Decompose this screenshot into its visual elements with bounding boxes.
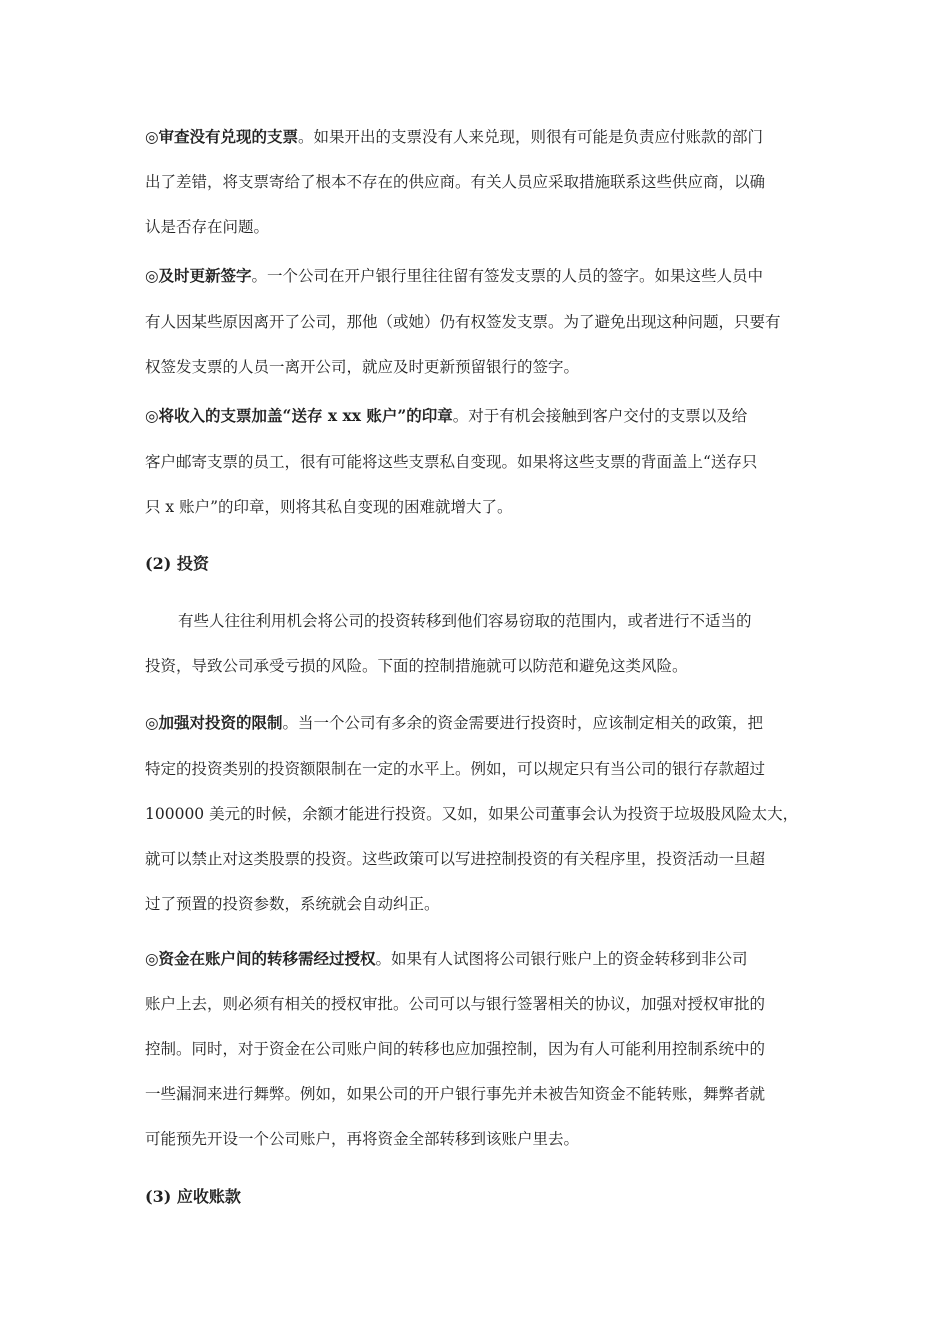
text-line <box>145 803 817 825</box>
text-line <box>145 451 817 473</box>
line-text: 投资，导致公司承受亏损的风险。下面的控制措施就可以防范和避免这类风险。 <box>145 657 688 675</box>
line-text: 控制。同时，对于资金在公司账户间的转移也应加强控制，因为有人可能利用控制系统中的 <box>145 1040 766 1058</box>
text-line <box>145 712 817 734</box>
line-text: 特定的投资类别的投资额限制在一定的水平上。例如，可以规定只有当公司的银行存款超过 <box>145 760 766 778</box>
text-line <box>145 1083 817 1105</box>
text-line <box>145 496 817 518</box>
bold-lead-term: ◎审查没有兑现的支票 <box>145 127 299 146</box>
line-text: 。一个公司在开户银行里往往留有签发支票的人员的签字。如果这些人员中 <box>251 267 764 285</box>
section-heading <box>145 553 817 575</box>
text-line <box>145 171 817 193</box>
line-text: 账户上去，则必须有相关的授权审批。公司可以与银行签署相关的协议，加强对授权审批的 <box>145 995 766 1013</box>
section-heading <box>145 1186 817 1208</box>
line-text: 客户邮寄支票的员工，很有可能将这些支票私自变现。如果将这些支票的背面盖上“送存只 <box>145 453 758 471</box>
line-text: 100000 美元的时候，余额才能进行投资。又如，如果公司董事会认为投资于垃圾股风险太大， <box>145 805 799 823</box>
text-line <box>145 993 817 1015</box>
line-text: 只 x 账户”的印章，则将其私自变现的困难就增大了。 <box>145 498 513 516</box>
line-text: (3) 应收账款 <box>145 1187 241 1206</box>
line-text: 。如果开出的支票没有人来兑现，则很有可能是负责应付账款的部门 <box>298 128 764 146</box>
text-line <box>145 405 817 427</box>
bold-lead-term: ◎将收入的支票加盖“送存 x xx 账户”的印章 <box>145 406 453 425</box>
text-line <box>145 126 817 148</box>
text-line <box>145 311 817 333</box>
text-line <box>145 758 817 780</box>
line-text: 权签发支票的人员一离开公司，就应及时更新预留银行的签字。 <box>145 358 580 376</box>
line-text: 有些人往往利用机会将公司的投资转移到他们容易窃取的范围内，或者进行不适当的 <box>178 612 752 630</box>
text-line <box>145 848 817 870</box>
line-text: 。对于有机会接触到客户交付的支票以及给 <box>452 407 748 425</box>
text-line <box>145 356 817 378</box>
line-text: 可能预先开设一个公司账户，再将资金全部转移到该账户里去。 <box>145 1130 580 1148</box>
text-line <box>145 216 817 238</box>
line-text: 过了预置的投资参数，系统就会自动纠正。 <box>145 895 440 913</box>
text-line <box>145 1038 817 1060</box>
line-text: 出了差错，将支票寄给了根本不存在的供应商。有关人员应采取措施联系这些供应商，以确 <box>145 173 766 191</box>
line-text: 就可以禁止对这类股票的投资。这些政策可以写进控制投资的有关程序里，投资活动一旦超 <box>145 850 766 868</box>
line-text: 一些漏洞来进行舞弊。例如，如果公司的开户银行事先并未被告知资金不能转账，舞弊者就 <box>145 1085 766 1103</box>
text-line <box>145 655 817 677</box>
line-text: 。如果有人试图将公司银行账户上的资金转移到非公司 <box>375 950 748 968</box>
bold-lead-term: ◎加强对投资的限制 <box>145 713 283 732</box>
bold-lead-term: ◎资金在账户间的转移需经过授权 <box>145 949 376 968</box>
line-text: 有人因某些原因离开了公司，那他（或她）仍有权签发支票。为了避免出现这种问题，只要有 <box>145 313 781 331</box>
text-line <box>145 1128 817 1150</box>
text-line <box>145 948 817 970</box>
text-line <box>145 893 817 915</box>
text-line <box>178 610 818 632</box>
line-text: (2) 投资 <box>145 554 209 573</box>
bold-lead-term: ◎及时更新签字 <box>145 266 252 285</box>
text-line <box>145 265 817 287</box>
line-text: 认是否存在问题。 <box>145 218 270 236</box>
line-text: 。当一个公司有多余的资金需要进行投资时，应该制定相关的政策，把 <box>282 714 764 732</box>
